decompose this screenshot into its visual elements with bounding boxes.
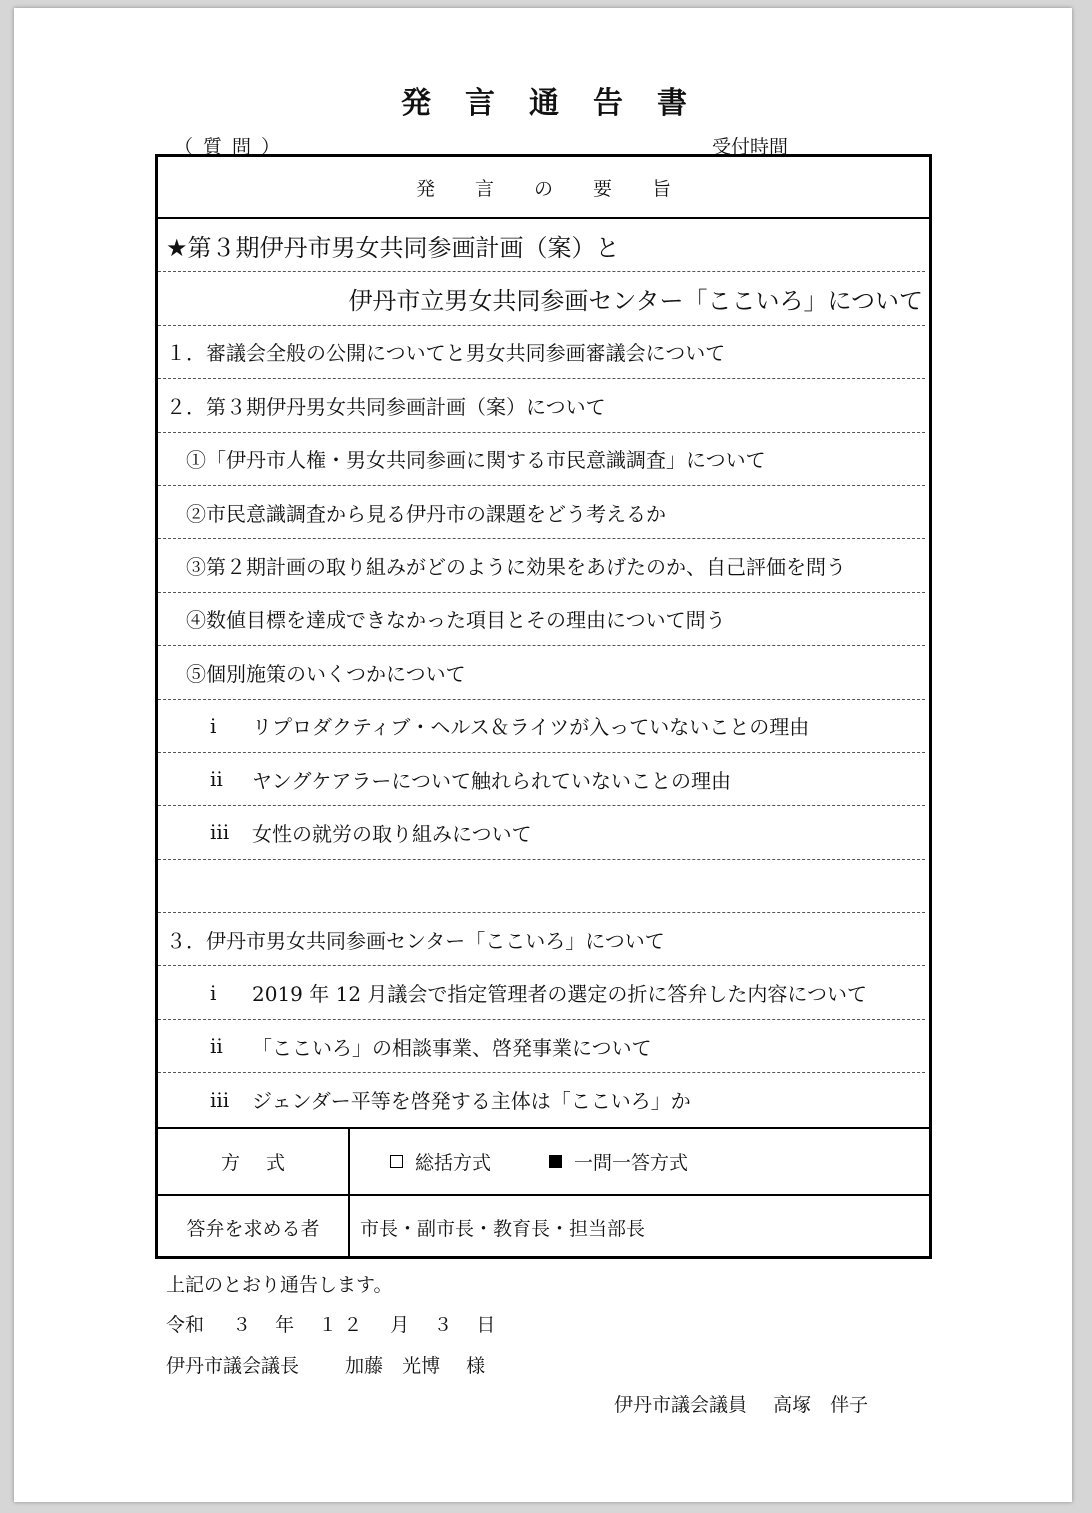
summary-row [158, 860, 925, 913]
question-label: （質問） [174, 136, 291, 158]
form-bottom-section [158, 1127, 929, 1259]
summary-row [158, 272, 925, 325]
answerer-label: 答弁を求める者 [158, 1196, 350, 1259]
date-month: １２ [318, 1314, 369, 1336]
checkbox-icon[interactable] [390, 1155, 403, 1168]
date-month-unit: 月 [390, 1314, 410, 1336]
method-option-label: 一問一答方式 [574, 1152, 689, 1174]
addressee-name: 加藤 光博 [345, 1355, 441, 1377]
item-number: ⅲ [210, 820, 230, 845]
item-number: ⅰ [210, 713, 217, 738]
summary-row-text: 伊丹市立男女共同参画センター「ここいろ」について [348, 287, 923, 316]
summary-row-text: ①「伊丹市人権・男女共同参画に関する市民意識調査」について [186, 448, 766, 473]
summary-row [158, 646, 925, 699]
notice-form-table [155, 154, 932, 1259]
notice-text: 上記のとおり通告します。 [166, 1274, 393, 1296]
method-options [350, 1129, 929, 1194]
answerer-row [158, 1194, 929, 1259]
summary-row-text: ヤングケアラーについて触れられていないことの理由 [252, 768, 731, 793]
summary-row-text: ④数値目標を達成できなかった項目とその理由について問う [186, 608, 726, 633]
summary-row-text: ②市民意識調査から見る伊丹市の課題をどう考えるか [186, 501, 666, 526]
addressee [166, 1351, 485, 1378]
date-day-unit: 日 [476, 1314, 496, 1336]
summary-row [158, 753, 925, 806]
summary-header: 発言の要旨 [158, 157, 929, 219]
method-label: 方式 [158, 1129, 350, 1194]
summary-row-text: 「ここいろ」の相談事業、啓発事業について [252, 1035, 652, 1060]
summary-row [158, 966, 925, 1019]
summary-row-text: リプロダクティブ・ヘルス＆ライツが入っていないことの理由 [252, 715, 810, 740]
summary-row-text: ジェンダー平等を啓発する主体は「ここいろ」か [252, 1089, 691, 1114]
summary-row [158, 219, 925, 272]
method-option-one-by-one[interactable] [549, 1148, 688, 1175]
summary-row [158, 539, 925, 592]
addressee-role: 伊丹市議会議長 [166, 1355, 300, 1377]
summary-rows [158, 219, 929, 1127]
date-day: ３ [433, 1314, 453, 1336]
summary-row-text: ３．伊丹市男女共同参画センター「ここいろ」について [166, 928, 665, 953]
summary-row [158, 326, 925, 379]
signer-name: 高塚 伴子 [773, 1394, 869, 1416]
date-year-unit: 年 [275, 1314, 295, 1336]
summary-row-text: ★第３期伊丹市男女共同参画計画（案）と [166, 233, 620, 262]
summary-row-text: 女性の就労の取り組みについて [252, 821, 532, 846]
summary-row [158, 593, 925, 646]
summary-row [158, 913, 925, 966]
summary-row-text: １．審議会全般の公開についてと男女共同参画審議会について [166, 341, 726, 366]
summary-row [158, 486, 925, 539]
addressee-honorific: 様 [466, 1355, 486, 1377]
item-number: ⅲ [210, 1087, 230, 1112]
method-option-summary[interactable] [390, 1148, 491, 1175]
summary-row [158, 806, 925, 859]
method-row [158, 1129, 929, 1194]
item-number: ⅰ [210, 980, 217, 1005]
signer-role: 伊丹市議会議員 [614, 1394, 748, 1416]
document-page [14, 8, 1072, 1502]
summary-row [158, 433, 925, 486]
signer [614, 1390, 868, 1417]
summary-row [158, 1020, 925, 1073]
date-era: 令和 [166, 1314, 205, 1336]
summary-row-text: ⑤個別施策のいくつかについて [186, 661, 466, 686]
summary-row-text: ③第２期計画の取り組みがどのように効果をあげたのか、自己評価を問う [186, 555, 846, 580]
notice-date [166, 1310, 495, 1337]
summary-row [158, 379, 925, 432]
summary-row-text: 2019 年 12 月議会で指定管理者の選定の折に答弁した内容について [252, 982, 868, 1007]
checkbox-icon[interactable] [549, 1155, 562, 1168]
date-year: ３ [232, 1314, 252, 1336]
summary-row [158, 700, 925, 753]
summary-row-text: ２．第３期伊丹男女共同参画計画（案）について [166, 394, 606, 419]
summary-row [158, 1073, 925, 1126]
item-number: ⅱ [210, 1034, 223, 1059]
reception-time-label: 受付時間 [712, 136, 789, 158]
answerer-value: 市長・副市長・教育長・担当部長 [360, 1218, 646, 1240]
document-title: 発言通告書 [401, 86, 721, 121]
method-option-label: 総括方式 [415, 1152, 492, 1174]
item-number: ⅱ [210, 767, 223, 792]
